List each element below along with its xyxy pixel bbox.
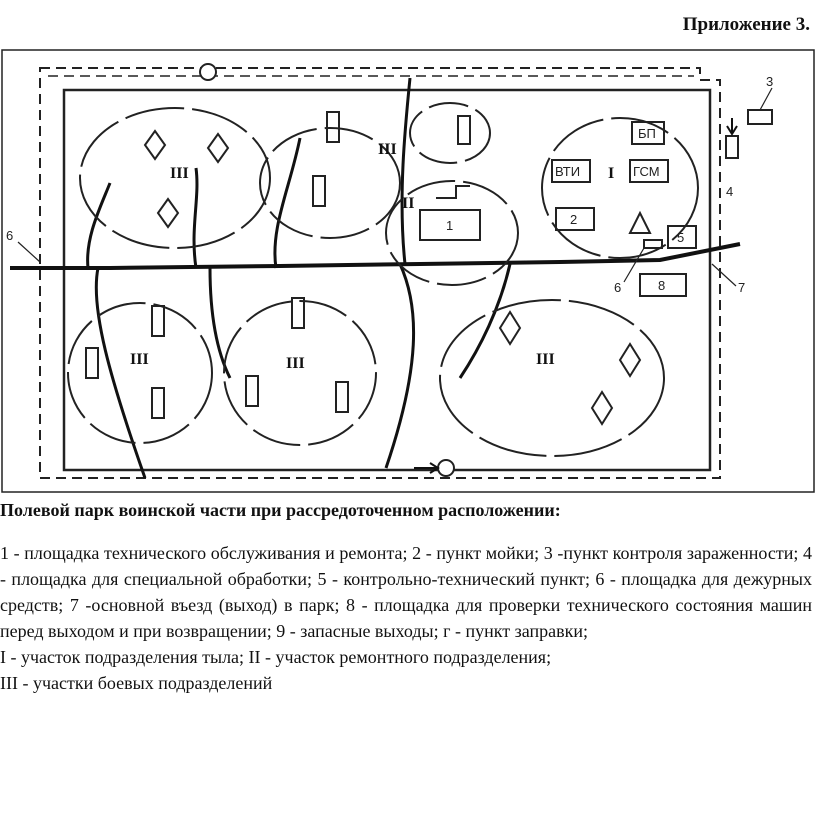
vehicle-diamond bbox=[592, 392, 612, 424]
box-1-label: 1 bbox=[446, 218, 454, 233]
zone-label-III: III bbox=[130, 351, 149, 368]
branch-road bbox=[402, 78, 410, 264]
callout-leader bbox=[760, 88, 772, 110]
zone-label-III: III bbox=[536, 351, 555, 368]
vehicle-symbol bbox=[313, 176, 325, 206]
callout-3: 3 bbox=[766, 74, 774, 89]
vehicle-diamond bbox=[500, 312, 520, 344]
zone-label-I: I bbox=[608, 165, 615, 182]
callout-7: 7 bbox=[738, 280, 746, 295]
checkpoint-circle-bottom bbox=[438, 460, 454, 476]
park-diagram-svg bbox=[0, 48, 816, 494]
vehicle-symbol bbox=[292, 298, 304, 328]
branch-road bbox=[88, 183, 110, 268]
legend-zone-I-II: I - участок подразделения тыла; II - участок ремонтного подразделения; bbox=[0, 647, 552, 667]
zone-label-III: III bbox=[378, 141, 397, 158]
zone-label-II: II bbox=[402, 195, 415, 212]
zone-boundary bbox=[224, 301, 376, 445]
park-diagram bbox=[0, 48, 816, 494]
box-gsm-label: ГСМ bbox=[633, 164, 660, 179]
callout-6-left: 6 bbox=[6, 228, 14, 243]
vehicle-diamond bbox=[158, 199, 178, 227]
branch-road bbox=[210, 268, 230, 378]
zone-boundary bbox=[410, 103, 490, 163]
appendix-title: Приложение 3. bbox=[682, 14, 810, 35]
branch-road bbox=[194, 168, 197, 268]
warning-triangle-icon bbox=[630, 213, 650, 233]
box-bp-label: БП bbox=[638, 126, 656, 141]
box-6 bbox=[644, 240, 662, 248]
legend bbox=[0, 540, 812, 696]
box-2-label: 2 bbox=[570, 212, 578, 227]
vehicle-symbol bbox=[86, 348, 98, 378]
vehicle-diamond bbox=[208, 134, 228, 162]
branch-road bbox=[386, 264, 414, 468]
station-3 bbox=[748, 110, 772, 124]
callout-leader bbox=[18, 242, 40, 262]
vehicle-symbol bbox=[152, 388, 164, 418]
legend-zone-III: III - участки боевых подразделений bbox=[0, 673, 273, 693]
zone-label-III: III bbox=[286, 355, 305, 372]
callout-4: 4 bbox=[726, 184, 734, 199]
zone-boundary bbox=[68, 303, 212, 443]
box-vti-label: ВТИ bbox=[555, 164, 581, 179]
zone-boundary bbox=[440, 300, 664, 456]
legend-items: 1 - площадка технического обслуживания и ремонта; 2 - пункт мойки; 3 -пункт контроля зараженности; 4 - площадка для специальной обработки; 5 - контрольно-технический пункт; 6 - площадка для дежурных средств; 7 -основной въезд (выход) в парк; 8 - площадка для проверки технического состояния машин перед выходом и при возвращении; 9 - запасные выходы; г - пункт заправки; bbox=[0, 543, 812, 641]
zone-label-III: III bbox=[170, 165, 189, 182]
branch-road bbox=[96, 268, 145, 478]
vehicle-diamond bbox=[620, 344, 640, 376]
branch-road bbox=[275, 138, 300, 268]
vehicle-symbol bbox=[327, 112, 339, 142]
callout-6-right: 6 bbox=[614, 280, 622, 295]
figure-caption: Полевой парк воинской части при рассредоточенном расположении: bbox=[0, 500, 561, 520]
box-8-label: 8 bbox=[658, 278, 666, 293]
box-5-label: 5 bbox=[677, 230, 685, 245]
vehicle-symbol bbox=[336, 382, 348, 412]
repair-shelter bbox=[436, 186, 470, 198]
main-road bbox=[10, 244, 740, 268]
checkpoint-circle-top bbox=[200, 64, 216, 80]
zone-boundary bbox=[542, 118, 698, 258]
station-4 bbox=[726, 136, 738, 158]
vehicle-symbol bbox=[246, 376, 258, 406]
branch-road bbox=[460, 264, 510, 378]
outer-road bbox=[40, 68, 720, 478]
vehicle-symbol bbox=[152, 306, 164, 336]
vehicle-symbol bbox=[458, 116, 470, 144]
vehicle-diamond bbox=[145, 131, 165, 159]
callout-leader bbox=[712, 264, 736, 286]
